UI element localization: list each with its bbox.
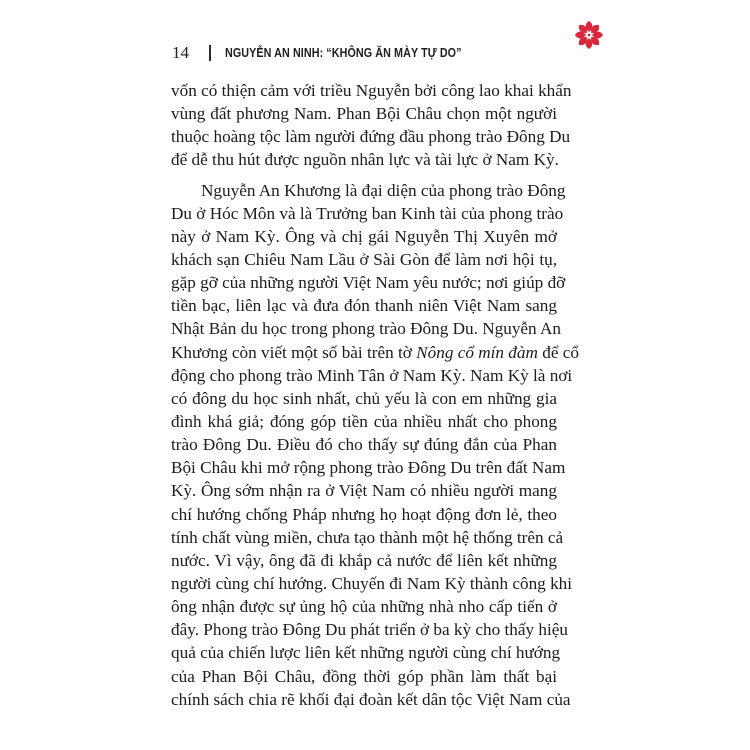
text-line: của Phan Bội Châu, đồng thời góp phần làm thất bại — [171, 666, 557, 686]
running-title: NGUYỄN AN NINH: “KHÔNG ĂN MÀY TỰ DO” — [224, 46, 462, 60]
paragraph — [171, 79, 572, 172]
text-line: chính sách chia rẽ khối đại đoàn kết dân tộc Việt Nam của — [171, 689, 571, 709]
text-line: Nguyễn An Khương là đại diện của phong trào Đông — [201, 180, 566, 200]
text-line: thuộc hoàng tộc làm người đứng đầu phong trào Đông Du — [171, 127, 571, 147]
text-line: vùng đất phương Nam. Phan Bội Châu chọn một người — [171, 104, 557, 124]
text-line: động cho phong trào Minh Tân ở Nam Kỳ. Nam Kỳ là nơi — [171, 365, 573, 385]
text-line: Kỳ. Ông sớm nhận ra ở Việt Nam có nhiều người mang — [171, 481, 557, 501]
publisher-flower-logo-icon — [574, 20, 604, 50]
text-line: có đông du học sinh nhất, chủ yếu là con em những gia — [171, 388, 557, 408]
text-line: khách sạn Chiêu Nam Lầu ở Sài Gòn để làm nơi hội tụ, — [171, 249, 557, 269]
text-line: Bội Châu khi mở rộng phong trào Đông Du trên đất Nam — [171, 458, 566, 478]
text-line: trào Đông Du. Điều đó cho thấy sự đúng đắn của Phan — [171, 435, 557, 455]
paragraph — [171, 179, 579, 711]
paragraph-gap — [171, 172, 557, 179]
text-line: này ở Nam Kỳ. Ông và chị gái Nguyễn Thị Xuyên mở — [171, 226, 557, 246]
text-line: để dễ thu hút được nguồn nhân lực và tài lực ở Nam Kỳ. — [171, 150, 559, 170]
text-line: tiền bạc, liên lạc và đưa đón thanh niên Việt Nam sang — [171, 296, 557, 316]
text-line: Khương còn viết một số bài trên tờ Nông cổ mín đàm để cổ — [171, 342, 579, 362]
text-line: quả của chiến lược liên kết những người cùng chí hướng — [171, 643, 561, 663]
running-header — [172, 42, 500, 64]
text-line: Du ở Hóc Môn và là Trưởng ban Kinh tài của phong trào — [171, 203, 564, 223]
text-line: gặp gỡ của những người Việt Nam yêu nước; nơi giúp đỡ — [171, 273, 566, 293]
text-line: Nhật Bản du học trong phong trào Đông Du. Nguyễn An — [171, 319, 562, 339]
text-line: đây. Phong trào Đông Du phát triển ở ba kỳ cho thấy hiệu — [171, 620, 568, 640]
text-line: người cùng chí hướng. Chuyến đi Nam Kỳ thành công khi — [171, 573, 573, 593]
text-line: đình khá giả; đóng góp tiền của nhiều nhất cho phong — [171, 411, 557, 431]
newspaper-title: Nông cổ mín đàm — [416, 342, 538, 362]
text-line: chí hướng chống Pháp nhưng họ hoạt động đơn lẻ, theo — [171, 504, 557, 524]
header-divider — [209, 45, 211, 61]
body-text — [171, 79, 579, 711]
text-line: nước. Vì vậy, ông đã đi khắp cả nước để liên kết những — [171, 550, 557, 570]
text-line: tính chất vùng miền, chưa tạo thành một hệ thống trên cả — [171, 527, 564, 547]
page-number: 14 — [172, 43, 189, 62]
text-line: ông nhận được sự ủng hộ của những nhà nho cấp tiến ở — [171, 597, 557, 617]
text-line: vốn có thiện cảm với triều Nguyễn bởi công lao khai khẩn — [171, 81, 572, 100]
